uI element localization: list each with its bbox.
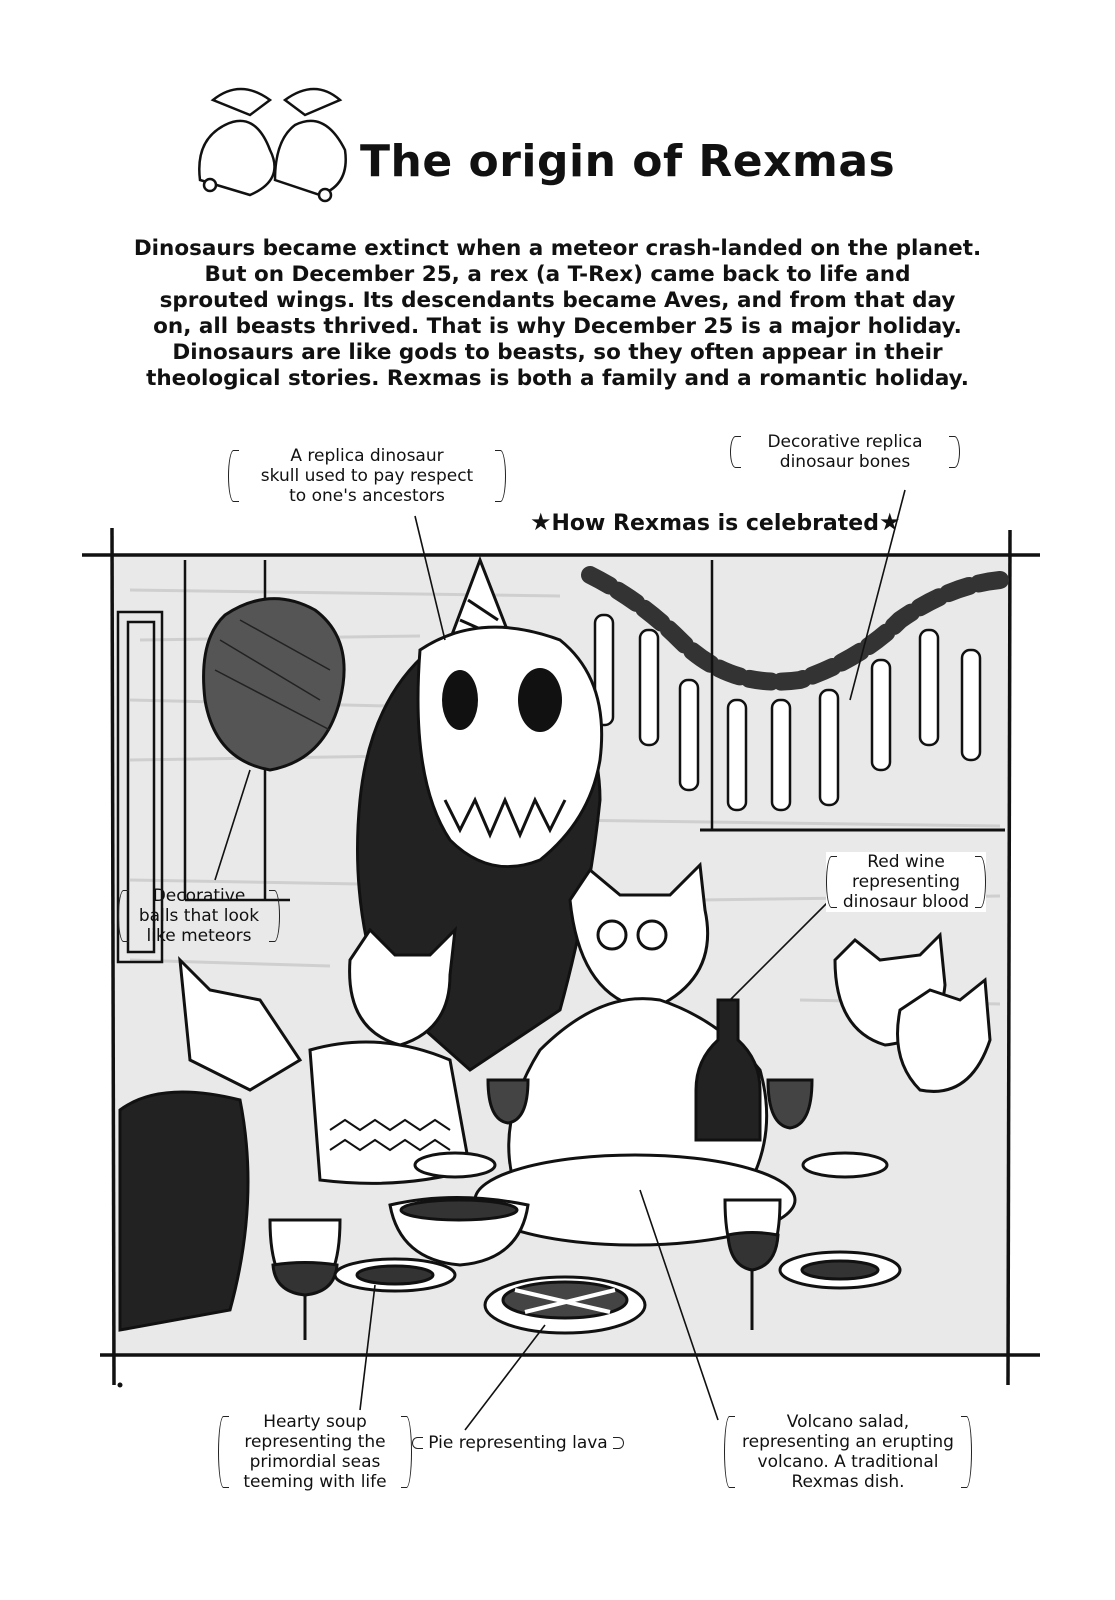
intro-line: theological stories. Rexmas is both a family and a romantic holiday.	[146, 366, 969, 391]
annotation-bones: Decorative replica dinosaur bones	[730, 432, 960, 472]
lava-pie	[485, 1277, 645, 1333]
section-heading-text: How Rexmas is celebrated	[551, 511, 879, 536]
annotation-meteors: Decorative balls that look like meteors	[118, 886, 280, 946]
intro-line: Dinosaurs are like gods to beasts, so they often appear in their	[172, 340, 943, 365]
sweater-left-cat	[120, 1092, 248, 1330]
intro-line: sprouted wings. Its descendants became Aves, and from that day	[159, 288, 956, 313]
annotation-soup: Hearty soup representing the primordial seas teeming with life	[218, 1412, 412, 1492]
intro-paragraph	[100, 236, 1015, 392]
annotation-wine: Red wine representing dinosaur blood	[826, 852, 986, 912]
annotation-salad: Volcano salad, representing an erupting volcano. A traditional Rexmas dish.	[724, 1412, 972, 1492]
intro-line: Dinosaurs became extinct when a meteor crash-landed on the planet.	[133, 236, 982, 261]
intro-line: But on December 25, a rex (a T-Rex) came back to life and	[204, 262, 911, 287]
intro-line: on, all beasts thrived. That is why December 25 is a major holiday.	[153, 314, 962, 339]
annotation-skull: A replica dinosaur skull used to pay respect to one's ancestors	[228, 446, 506, 506]
star-icon: ★	[530, 508, 552, 536]
star-icon: ★	[878, 508, 901, 536]
section-heading	[530, 508, 900, 536]
annotation-pie: Pie representing lava	[412, 1433, 624, 1453]
title-block	[185, 78, 896, 198]
page-title: The origin of Rexmas	[360, 136, 896, 187]
